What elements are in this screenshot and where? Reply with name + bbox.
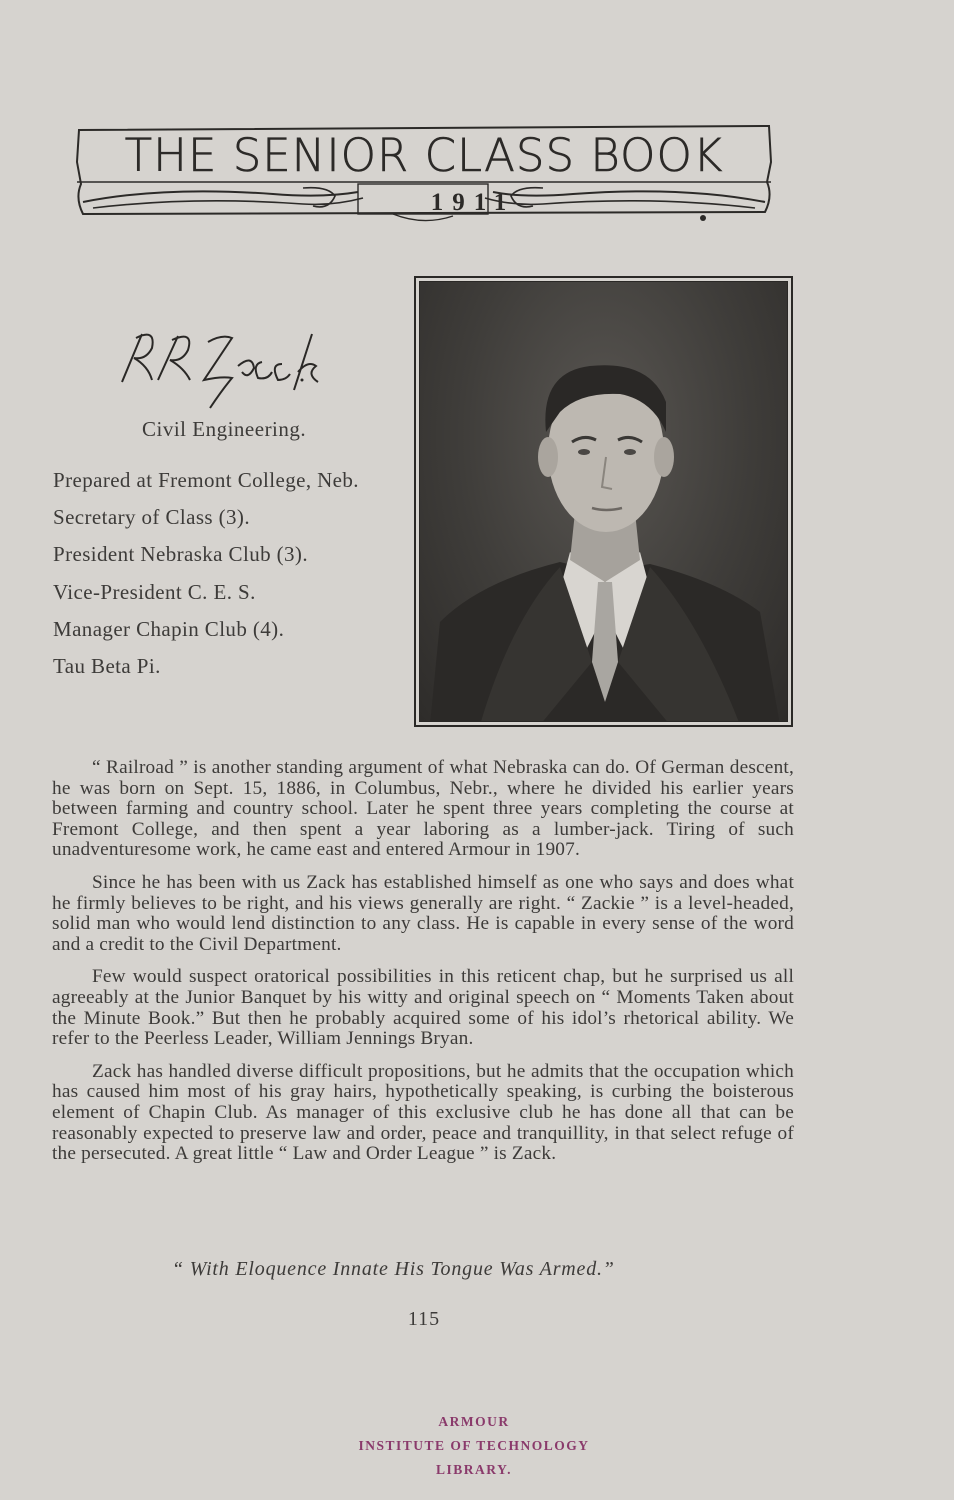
activity-item: Prepared at Fremont College, Neb. xyxy=(53,468,359,492)
library-stamp xyxy=(300,1410,648,1482)
bio-paragraph: Since he has been with us Zack has established himself as one who says and does what he firmly believes to be right, and his views generally are right. “ Zackie ” is a level-headed, solid man who would lend distinction to any class. He is capable in every sense of the word and a credit to the Civil Department. xyxy=(52,871,794,955)
book-title: THE SENIOR CLASS BOOK xyxy=(124,129,724,182)
header-banner xyxy=(73,122,775,230)
handwritten-signature xyxy=(112,320,332,410)
portrait-photo xyxy=(414,276,793,727)
book-year: 1911 xyxy=(430,189,516,216)
activity-item: Vice-President C. E. S. xyxy=(53,579,256,604)
activity-item: Secretary of Class (3). xyxy=(53,505,250,530)
stamp-line: ARMOUR xyxy=(438,1414,510,1429)
stamp-line: INSTITUTE OF TECHNOLOGY xyxy=(358,1438,590,1453)
bio-paragraph: Zack has handled diverse difficult propositions, but he admits that the occupation which has caused him most of his gray hairs, hypothetically speaking, is curbing the boisterous element of Chapin Club. As manager of this exclusive club he has done all that can be reasonably expected to preserve law and order, peace and tranquillity, in that select refuge of the persecuted. A great little “ Law and Order League ” is Zack. xyxy=(52,1060,794,1165)
page-number: 115 xyxy=(407,1308,441,1330)
department: Civil Engineering. xyxy=(142,417,307,441)
portrait-image xyxy=(419,281,788,722)
activity-item: Tau Beta Pi. xyxy=(53,654,161,679)
activity-item: President Nebraska Club (3). xyxy=(53,542,308,567)
bio-paragraph: “ Railroad ” is another standing argument of what Nebraska can do. Of German descent, he was born on Sept. 15, 1886, in Columbus, Nebr., where he divided his earlier years between farming and country school. Later he spent three years completing the course at Fremont College, and then spent a year laboring as a lumber-jack. Tiring of such unadventuresome work, he came east and entered Armour in 1907. xyxy=(52,757,794,861)
motto-quote: “ With Eloquence Innate His Tongue Was Armed.” xyxy=(172,1258,615,1280)
biography xyxy=(52,758,794,1177)
bio-paragraph: Few would suspect oratorical possibilities in this reticent chap, but he surprised us all agreeably at the Junior Banquet by his witty and original speech on “ Moments Taken about the Minute Book.” But then he probably acquired some of his idol’s rhetorical ability. We refer to the Peerless Leader, William Jennings Bryan. xyxy=(52,966,794,1050)
activity-item: Manager Chapin Club (4). xyxy=(53,616,285,641)
stamp-line: LIBRARY. xyxy=(436,1462,512,1477)
activity-list xyxy=(53,462,359,685)
